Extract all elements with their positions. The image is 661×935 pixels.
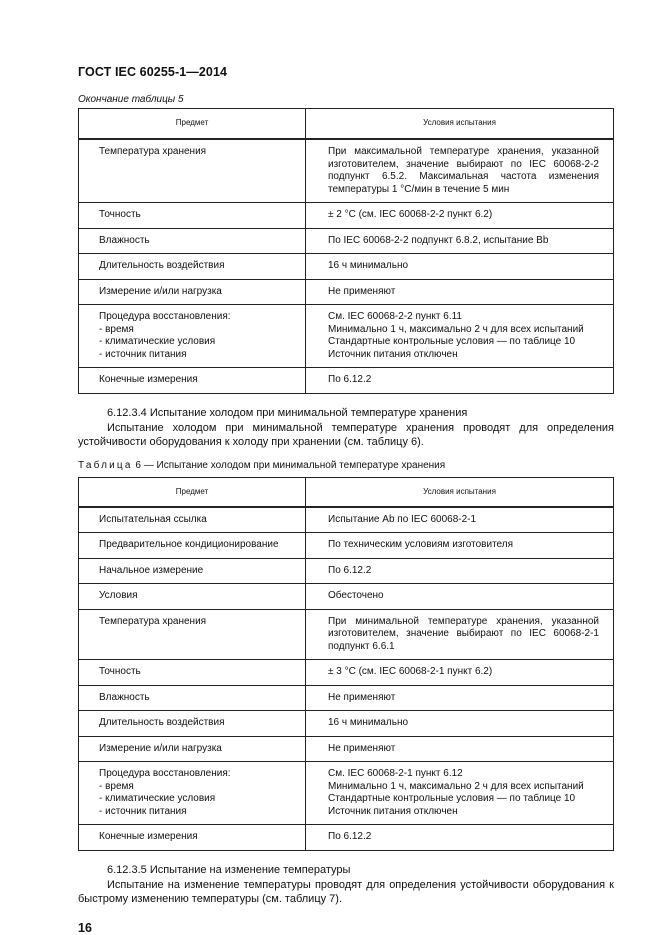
table-row xyxy=(79,203,614,229)
cell-line: Испытательная ссылка xyxy=(99,513,207,525)
table6-caption-label: Таблица xyxy=(78,460,133,471)
table-row xyxy=(79,507,614,533)
cell-line: Температура хранения xyxy=(99,146,207,157)
table5-body xyxy=(79,139,614,393)
table6 xyxy=(78,477,614,851)
cell-condition xyxy=(306,584,614,610)
table-row xyxy=(79,368,614,394)
cell-condition xyxy=(306,254,614,280)
table-row xyxy=(79,584,614,610)
table-row xyxy=(79,558,614,584)
section-6-12-3-4 xyxy=(78,406,614,450)
cell-line: Стандартные контрольные условия — по таблице 10 xyxy=(328,793,576,804)
cell-line: По 6.12.2 xyxy=(328,831,372,842)
cell-subject xyxy=(79,762,306,825)
table-row xyxy=(79,711,614,737)
cell-condition xyxy=(306,228,614,254)
table6-caption xyxy=(78,460,445,471)
cell-subject xyxy=(79,254,306,280)
cell-line: По 6.12.2 xyxy=(328,564,372,576)
cell-subject xyxy=(79,609,306,660)
cell-subject xyxy=(79,558,306,584)
cell-line: Обесточено xyxy=(328,590,384,601)
document-title: ГОСТ IEC 60255-1—2014 xyxy=(78,65,228,79)
cell-subject xyxy=(79,584,306,610)
cell-line: Конечные измерения xyxy=(99,831,198,842)
cell-line: По техническим условиям изготовителя xyxy=(328,539,514,550)
table5-header-condition: Условия испытания xyxy=(306,109,614,140)
section-paragraph: Испытание на изменение температуры проводят для определения устойчивости оборудования к быстрому изменению температуры (см. таблицу 7). xyxy=(78,878,614,905)
cell-line: По IEC 60068-2-2 подпункт 6.8.2, испытание Bb xyxy=(328,234,549,246)
cell-condition xyxy=(306,609,614,660)
cell-line: - климатические условия xyxy=(99,793,216,804)
table-row xyxy=(79,762,614,825)
cell-line: Длительность воздействия xyxy=(99,260,225,271)
cell-subject xyxy=(79,507,306,533)
cell-subject xyxy=(79,685,306,711)
table-row xyxy=(79,660,614,686)
cell-line: - время xyxy=(99,323,134,335)
table6-body xyxy=(79,507,614,851)
cell-line: Минимально 1 ч, максимально 2 ч для всех испытаний xyxy=(328,780,584,792)
table-row xyxy=(79,685,614,711)
cell-line: Точность xyxy=(99,209,141,220)
cell-line: Влажность xyxy=(99,234,150,246)
cell-condition xyxy=(306,139,614,203)
cell-line: Измерение и/или нагрузка xyxy=(99,285,222,297)
page-number: 16 xyxy=(78,921,92,935)
section-heading: 6.12.3.4 Испытание холодом при минимальной температуре хранения xyxy=(107,407,468,419)
section-heading: 6.12.3.5 Испытание на изменение температуры xyxy=(107,864,351,876)
cell-condition xyxy=(306,533,614,559)
cell-subject xyxy=(79,825,306,851)
cell-condition xyxy=(306,368,614,394)
cell-subject xyxy=(79,736,306,762)
table-row xyxy=(79,825,614,851)
cell-subject xyxy=(79,305,306,368)
cell-line: - источник питания xyxy=(99,805,187,817)
table6-header-row xyxy=(79,478,614,507)
cell-line: Точность xyxy=(99,666,141,677)
table5-header-row xyxy=(79,109,614,140)
cell-line: Стандартные контрольные условия — по таблице 10 xyxy=(328,336,576,347)
cell-line: Испытание Ab по IEC 60068-2-1 xyxy=(328,513,477,525)
cell-line: При максимальной температуре хранения, указанной изготовителем, значение выбирают по IEC 60068-2-2 подпункт 6.5.2. Максимальная частота изменения температуры 1 °С/мин в течение 5 мин xyxy=(328,146,599,195)
cell-line: Процедура восстановления: xyxy=(99,311,231,322)
table-row xyxy=(79,609,614,660)
table-row xyxy=(79,279,614,305)
cell-line: Не применяют xyxy=(328,742,396,754)
cell-subject xyxy=(79,368,306,394)
table6-caption-text: 6 — Испытание холодом при минимальной температуре хранения xyxy=(135,460,446,471)
cell-condition xyxy=(306,711,614,737)
cell-condition xyxy=(306,507,614,533)
table5-header-subject: Предмет xyxy=(79,109,306,140)
cell-condition xyxy=(306,736,614,762)
cell-subject xyxy=(79,228,306,254)
cell-line: Конечные измерения xyxy=(99,374,198,385)
cell-line: См. IEC 60068-2-1 пункт 6.12 xyxy=(328,768,463,779)
table6-header-condition: Условия испытания xyxy=(306,478,614,507)
cell-line: Длительность воздействия xyxy=(99,717,225,728)
cell-subject xyxy=(79,711,306,737)
cell-line: ± 2 °С (см. IEC 60068-2-2 пункт 6.2) xyxy=(328,209,493,220)
table5-caption: Окончание таблицы 5 xyxy=(78,94,184,105)
cell-line: Условия xyxy=(99,590,138,601)
cell-line: - время xyxy=(99,780,134,792)
cell-line: ± 3 °С (см. IEC 60068-2-1 пункт 6.2) xyxy=(328,666,493,677)
cell-line: Не применяют xyxy=(328,285,396,297)
cell-condition xyxy=(306,825,614,851)
table-row xyxy=(79,139,614,203)
cell-condition xyxy=(306,305,614,368)
cell-subject xyxy=(79,203,306,229)
cell-line: По 6.12.2 xyxy=(328,374,372,385)
cell-line: Источник питания отключен xyxy=(328,805,458,817)
cell-condition xyxy=(306,279,614,305)
section-paragraph: Испытание холодом при минимальной температуре хранения проводят для определения устойчивости оборудования к холоду при хранении (см. таблицу 6). xyxy=(78,421,614,448)
section-6-12-3-5 xyxy=(78,863,614,907)
table-row xyxy=(79,533,614,559)
cell-line: Температура хранения xyxy=(99,615,207,627)
cell-line: Процедура восстановления: xyxy=(99,768,231,779)
cell-line: 16 ч минимально xyxy=(328,260,409,271)
table-row xyxy=(79,254,614,280)
cell-line: - климатические условия xyxy=(99,336,216,347)
cell-subject xyxy=(79,660,306,686)
table-row xyxy=(79,228,614,254)
cell-line: 16 ч минимально xyxy=(328,717,409,728)
cell-subject xyxy=(79,279,306,305)
cell-subject xyxy=(79,533,306,559)
cell-line: Влажность xyxy=(99,691,150,703)
cell-condition xyxy=(306,685,614,711)
cell-subject xyxy=(79,139,306,203)
table-row xyxy=(79,736,614,762)
cell-condition xyxy=(306,558,614,584)
cell-line: Не применяют xyxy=(328,691,396,703)
cell-line: Измерение и/или нагрузка xyxy=(99,742,222,754)
cell-line: Предварительное кондиционирование xyxy=(99,539,279,550)
cell-line: Начальное измерение xyxy=(99,564,204,576)
cell-condition xyxy=(306,762,614,825)
cell-condition xyxy=(306,660,614,686)
cell-line: - источник питания xyxy=(99,348,187,360)
cell-line: При минимальной температуре хранения, указанной изготовителем, значение выбирают по IEC 60068-2-1 подпункт 6.6.1 xyxy=(328,615,599,652)
cell-line: Источник питания отключен xyxy=(328,348,458,360)
table5 xyxy=(78,108,614,394)
cell-line: См. IEC 60068-2-2 пункт 6.11 xyxy=(328,311,462,322)
table6-header-subject: Предмет xyxy=(79,478,306,507)
cell-condition xyxy=(306,203,614,229)
table-row xyxy=(79,305,614,368)
cell-line: Минимально 1 ч, максимально 2 ч для всех испытаний xyxy=(328,323,584,335)
